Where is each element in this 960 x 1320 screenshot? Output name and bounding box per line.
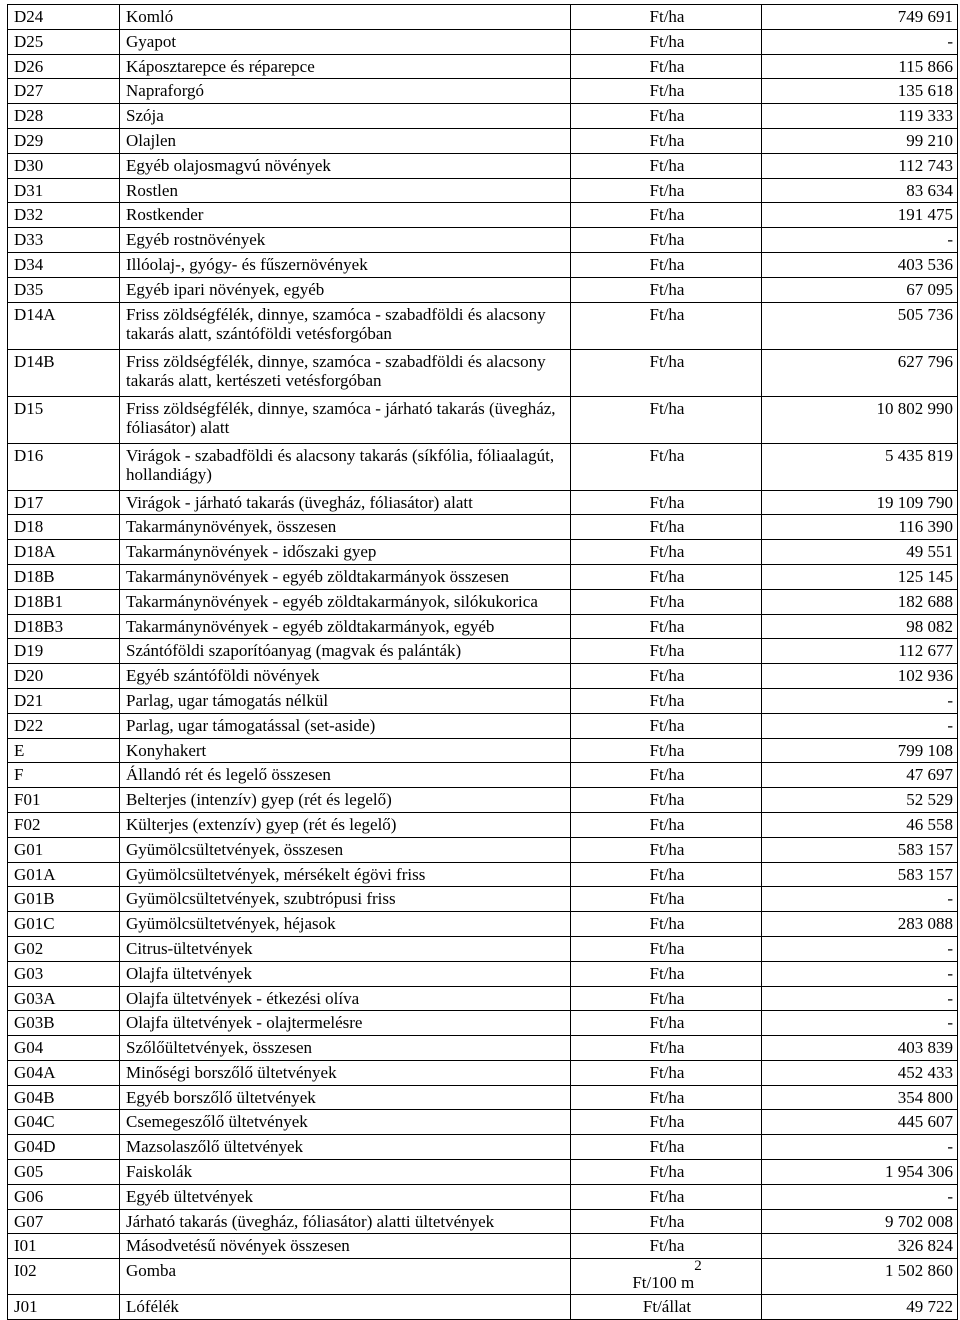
row-name: Szántóföldi szaporítóanyag (magvak és palánták)	[120, 639, 571, 664]
row-code: D25	[8, 29, 120, 54]
table-row	[8, 1259, 958, 1295]
row-unit: Ft/ha	[571, 1209, 762, 1234]
row-value: 445 607	[762, 1110, 958, 1135]
row-unit: Ft/ha	[571, 1011, 762, 1036]
row-name: Olajfa ültetvények	[120, 961, 571, 986]
row-value: -	[762, 1184, 958, 1209]
table-row	[8, 443, 958, 490]
row-unit: Ft/ha	[571, 763, 762, 788]
row-code: G01A	[8, 862, 120, 887]
data-table	[7, 4, 958, 1320]
table-row	[8, 79, 958, 104]
row-name: Állandó rét és legelő összesen	[120, 763, 571, 788]
row-unit: Ft/ha	[571, 936, 762, 961]
row-value: 505 736	[762, 302, 958, 349]
row-code: G01	[8, 837, 120, 862]
table-row	[8, 29, 958, 54]
table-row	[8, 688, 958, 713]
table-row	[8, 203, 958, 228]
row-name: Csemegeszőlő ültetvények	[120, 1110, 571, 1135]
row-code: D34	[8, 252, 120, 277]
row-value: 116 390	[762, 515, 958, 540]
row-value: -	[762, 688, 958, 713]
table-row	[8, 540, 958, 565]
row-code: D22	[8, 713, 120, 738]
table-row	[8, 788, 958, 813]
table-row	[8, 763, 958, 788]
row-code: D27	[8, 79, 120, 104]
row-name: Faiskolák	[120, 1160, 571, 1185]
row-value: 112 677	[762, 639, 958, 664]
row-value: -	[762, 1011, 958, 1036]
row-unit: Ft/ha	[571, 228, 762, 253]
row-value: 125 145	[762, 564, 958, 589]
row-code: D18B1	[8, 589, 120, 614]
row-code: J01	[8, 1295, 120, 1320]
row-name: Lófélék	[120, 1295, 571, 1320]
row-value: -	[762, 887, 958, 912]
table-row	[8, 1085, 958, 1110]
row-name: Szőlőültetvények, összesen	[120, 1036, 571, 1061]
row-name: Járható takarás (üvegház, fóliasátor) alatti ültetvények	[120, 1209, 571, 1234]
row-value: 452 433	[762, 1060, 958, 1085]
row-unit: Ft/ha	[571, 128, 762, 153]
table-row	[8, 349, 958, 396]
row-name: Szója	[120, 104, 571, 129]
row-value: 49 551	[762, 540, 958, 565]
table-row	[8, 1036, 958, 1061]
row-value: 403 536	[762, 252, 958, 277]
table-row	[8, 961, 958, 986]
table-row	[8, 396, 958, 443]
row-name: Takarmánynövények - egyéb zöldtakarmányok összesen	[120, 564, 571, 589]
row-code: D15	[8, 396, 120, 443]
row-name: Gomba	[120, 1259, 571, 1295]
row-unit: Ft/ha	[571, 104, 762, 129]
row-code: G04A	[8, 1060, 120, 1085]
row-name: Gyümölcsültetvények, összesen	[120, 837, 571, 862]
row-code: D24	[8, 5, 120, 30]
row-unit: Ft/ha	[571, 1135, 762, 1160]
row-name: Komló	[120, 5, 571, 30]
row-name: Egyéb ültetvények	[120, 1184, 571, 1209]
row-value: 191 475	[762, 203, 958, 228]
row-code: D32	[8, 203, 120, 228]
row-name: Rostlen	[120, 178, 571, 203]
row-value: -	[762, 1135, 958, 1160]
row-unit: Ft/ha	[571, 639, 762, 664]
row-value: 799 108	[762, 738, 958, 763]
row-name: Gyümölcsültetvények, szubtrópusi friss	[120, 887, 571, 912]
row-code: G07	[8, 1209, 120, 1234]
unit-label: Ft/100 m	[632, 1273, 695, 1293]
table-row	[8, 1160, 958, 1185]
row-name: Takarmánynövények - időszaki gyep	[120, 540, 571, 565]
row-value: -	[762, 936, 958, 961]
row-value: 1 954 306	[762, 1160, 958, 1185]
row-code: F	[8, 763, 120, 788]
table-row	[8, 564, 958, 589]
row-code: D33	[8, 228, 120, 253]
table-row	[8, 515, 958, 540]
row-name: Friss zöldségfélék, dinnye, szamóca - járható takarás (üvegház, fóliasátor) alatt	[120, 396, 571, 443]
table-row	[8, 490, 958, 515]
row-code: I01	[8, 1234, 120, 1259]
table-row	[8, 812, 958, 837]
row-value: 102 936	[762, 664, 958, 689]
row-code: D21	[8, 688, 120, 713]
row-unit: Ft/ha	[571, 29, 762, 54]
row-value: -	[762, 986, 958, 1011]
row-unit: Ft/ha	[571, 713, 762, 738]
row-code: G04C	[8, 1110, 120, 1135]
table-row	[8, 252, 958, 277]
row-name: Takarmánynövények - egyéb zöldtakarmányok, egyéb	[120, 614, 571, 639]
row-unit: Ft/ha	[571, 1234, 762, 1259]
row-code: D17	[8, 490, 120, 515]
row-code: D20	[8, 664, 120, 689]
row-code: D35	[8, 277, 120, 302]
row-value: 83 634	[762, 178, 958, 203]
row-name: Virágok - járható takarás (üvegház, fóliasátor) alatt	[120, 490, 571, 515]
row-unit: Ft/ha	[571, 153, 762, 178]
row-unit: Ft/ha	[571, 203, 762, 228]
row-value: 627 796	[762, 349, 958, 396]
table-body	[8, 5, 958, 1320]
row-code: D14B	[8, 349, 120, 396]
row-value: 1 502 860	[762, 1259, 958, 1295]
row-unit: Ft/ha	[571, 490, 762, 515]
row-value: 19 109 790	[762, 490, 958, 515]
row-unit: Ft/állat	[571, 1295, 762, 1320]
row-code: D14A	[8, 302, 120, 349]
row-unit: Ft/ha	[571, 887, 762, 912]
row-value: -	[762, 961, 958, 986]
row-value: 47 697	[762, 763, 958, 788]
row-code: G01C	[8, 912, 120, 937]
row-code: G02	[8, 936, 120, 961]
table-row	[8, 664, 958, 689]
row-unit: Ft/ha	[571, 277, 762, 302]
row-name: Mazsolaszőlő ültetvények	[120, 1135, 571, 1160]
row-value: 283 088	[762, 912, 958, 937]
row-code: G04D	[8, 1135, 120, 1160]
row-name: Rostkender	[120, 203, 571, 228]
row-value: 403 839	[762, 1036, 958, 1061]
row-name: Egyéb szántóföldi növények	[120, 664, 571, 689]
row-code: G03	[8, 961, 120, 986]
row-value: 119 333	[762, 104, 958, 129]
table-row	[8, 614, 958, 639]
row-code: D18B3	[8, 614, 120, 639]
row-value: 135 618	[762, 79, 958, 104]
row-unit: Ft/ha	[571, 1184, 762, 1209]
row-value: 749 691	[762, 5, 958, 30]
row-unit: Ft/ha	[571, 79, 762, 104]
table-row	[8, 1295, 958, 1320]
row-code: G04B	[8, 1085, 120, 1110]
row-unit: Ft/ha	[571, 986, 762, 1011]
row-name: Minőségi borszőlő ültetvények	[120, 1060, 571, 1085]
row-unit: Ft/ha	[571, 54, 762, 79]
row-unit: Ft/ha	[571, 912, 762, 937]
row-name: Külterjes (extenzív) gyep (rét és legelő)	[120, 812, 571, 837]
row-name: Friss zöldségfélék, dinnye, szamóca - szabadföldi és alacsony takarás alatt, kertészeti vetésforgóban	[120, 349, 571, 396]
row-value: -	[762, 713, 958, 738]
table-row	[8, 54, 958, 79]
row-name: Napraforgó	[120, 79, 571, 104]
table-row	[8, 1060, 958, 1085]
table-row	[8, 1110, 958, 1135]
row-unit: Ft/ha	[571, 349, 762, 396]
row-name: Egyéb rostnövények	[120, 228, 571, 253]
row-value: -	[762, 228, 958, 253]
row-value: 583 157	[762, 862, 958, 887]
row-unit: Ft/ha	[571, 862, 762, 887]
row-name: Másodvetésű növények összesen	[120, 1234, 571, 1259]
table-row	[8, 277, 958, 302]
row-name: Olajfa ültetvények - étkezési olíva	[120, 986, 571, 1011]
row-name: Egyéb olajosmagvú növények	[120, 153, 571, 178]
row-value: 98 082	[762, 614, 958, 639]
row-unit: Ft/ha	[571, 178, 762, 203]
row-unit: Ft/ha	[571, 812, 762, 837]
row-value: 5 435 819	[762, 443, 958, 490]
row-code: G06	[8, 1184, 120, 1209]
row-name: Káposztarepce és réparepce	[120, 54, 571, 79]
table-row	[8, 153, 958, 178]
row-unit: Ft/ha	[571, 1036, 762, 1061]
row-unit: Ft/ha	[571, 302, 762, 349]
row-value: 115 866	[762, 54, 958, 79]
row-unit: Ft/ha	[571, 837, 762, 862]
row-code: D28	[8, 104, 120, 129]
row-name: Takarmánynövények, összesen	[120, 515, 571, 540]
row-unit: Ft/ha	[571, 614, 762, 639]
row-value: 99 210	[762, 128, 958, 153]
table-row	[8, 986, 958, 1011]
table-row	[8, 887, 958, 912]
row-name: Parlag, ugar támogatás nélkül	[120, 688, 571, 713]
row-code: G04	[8, 1036, 120, 1061]
row-value: 67 095	[762, 277, 958, 302]
row-code: G01B	[8, 887, 120, 912]
row-unit: Ft/ha	[571, 738, 762, 763]
row-code: D16	[8, 443, 120, 490]
row-unit: Ft/ha	[571, 515, 762, 540]
row-value: 49 722	[762, 1295, 958, 1320]
table-row	[8, 5, 958, 30]
row-value: 354 800	[762, 1085, 958, 1110]
table-row	[8, 1135, 958, 1160]
row-name: Gyapot	[120, 29, 571, 54]
row-value: 326 824	[762, 1234, 958, 1259]
row-code: I02	[8, 1259, 120, 1295]
row-code: G03B	[8, 1011, 120, 1036]
row-name: Gyümölcsültetvények, héjasok	[120, 912, 571, 937]
row-unit: Ft/ha	[571, 540, 762, 565]
row-code: D29	[8, 128, 120, 153]
table-row	[8, 1209, 958, 1234]
row-unit: Ft/ha	[571, 564, 762, 589]
table-row	[8, 128, 958, 153]
table-row	[8, 104, 958, 129]
row-value: 583 157	[762, 837, 958, 862]
table-row	[8, 1234, 958, 1259]
row-unit: Ft/ha	[571, 443, 762, 490]
row-name: Egyéb ipari növények, egyéb	[120, 277, 571, 302]
row-unit: Ft/ha	[571, 396, 762, 443]
row-code: D30	[8, 153, 120, 178]
row-unit: Ft/ha	[571, 664, 762, 689]
table-row	[8, 837, 958, 862]
row-name: Egyéb borszőlő ültetvények	[120, 1085, 571, 1110]
table-row	[8, 228, 958, 253]
row-code: F01	[8, 788, 120, 813]
row-unit: Ft/ha	[571, 589, 762, 614]
row-value: 52 529	[762, 788, 958, 813]
row-value: -	[762, 29, 958, 54]
row-name: Illóolaj-, gyógy- és fűszernövények	[120, 252, 571, 277]
row-unit: Ft/ha	[571, 1110, 762, 1135]
table-row	[8, 589, 958, 614]
row-unit: Ft/ha	[571, 5, 762, 30]
row-value: 9 702 008	[762, 1209, 958, 1234]
table-row	[8, 1184, 958, 1209]
table-row	[8, 1011, 958, 1036]
row-unit: Ft/ha	[571, 1085, 762, 1110]
table-row	[8, 936, 958, 961]
row-name: Virágok - szabadföldi és alacsony takarás (síkfólia, fóliaalagút, hollandiágy)	[120, 443, 571, 490]
row-code: D26	[8, 54, 120, 79]
row-code: D19	[8, 639, 120, 664]
row-name: Citrus-ültetvények	[120, 936, 571, 961]
row-name: Friss zöldségfélék, dinnye, szamóca - szabadföldi és alacsony takarás alatt, szántóföldi vetésforgóban	[120, 302, 571, 349]
row-unit: Ft/ha	[571, 252, 762, 277]
row-code: D18B	[8, 564, 120, 589]
table-row	[8, 639, 958, 664]
row-name: Belterjes (intenzív) gyep (rét és legelő)	[120, 788, 571, 813]
row-value: 112 743	[762, 153, 958, 178]
row-code: D18	[8, 515, 120, 540]
row-name: Olajfa ültetvények - olajtermelésre	[120, 1011, 571, 1036]
row-code: G05	[8, 1160, 120, 1185]
row-name: Takarmánynövények - egyéb zöldtakarmányok, silókukorica	[120, 589, 571, 614]
row-value: 10 802 990	[762, 396, 958, 443]
table-row	[8, 302, 958, 349]
table-row	[8, 862, 958, 887]
row-name: Gyümölcsültetvények, mérsékelt égövi friss	[120, 862, 571, 887]
row-unit: Ft/ha	[571, 688, 762, 713]
row-unit: Ft/ha	[571, 1160, 762, 1185]
row-unit	[571, 1259, 762, 1295]
row-code: D31	[8, 178, 120, 203]
table-row	[8, 713, 958, 738]
row-unit: Ft/ha	[571, 961, 762, 986]
unit-superscript: 2	[694, 1258, 702, 1275]
row-value: 182 688	[762, 589, 958, 614]
table-row	[8, 178, 958, 203]
row-unit: Ft/ha	[571, 1060, 762, 1085]
row-value: 46 558	[762, 812, 958, 837]
row-name: Parlag, ugar támogatással (set-aside)	[120, 713, 571, 738]
row-name: Olajlen	[120, 128, 571, 153]
row-code: E	[8, 738, 120, 763]
table-row	[8, 912, 958, 937]
table-row	[8, 738, 958, 763]
row-unit: Ft/ha	[571, 788, 762, 813]
row-name: Konyhakert	[120, 738, 571, 763]
row-code: G03A	[8, 986, 120, 1011]
row-code: D18A	[8, 540, 120, 565]
row-code: F02	[8, 812, 120, 837]
